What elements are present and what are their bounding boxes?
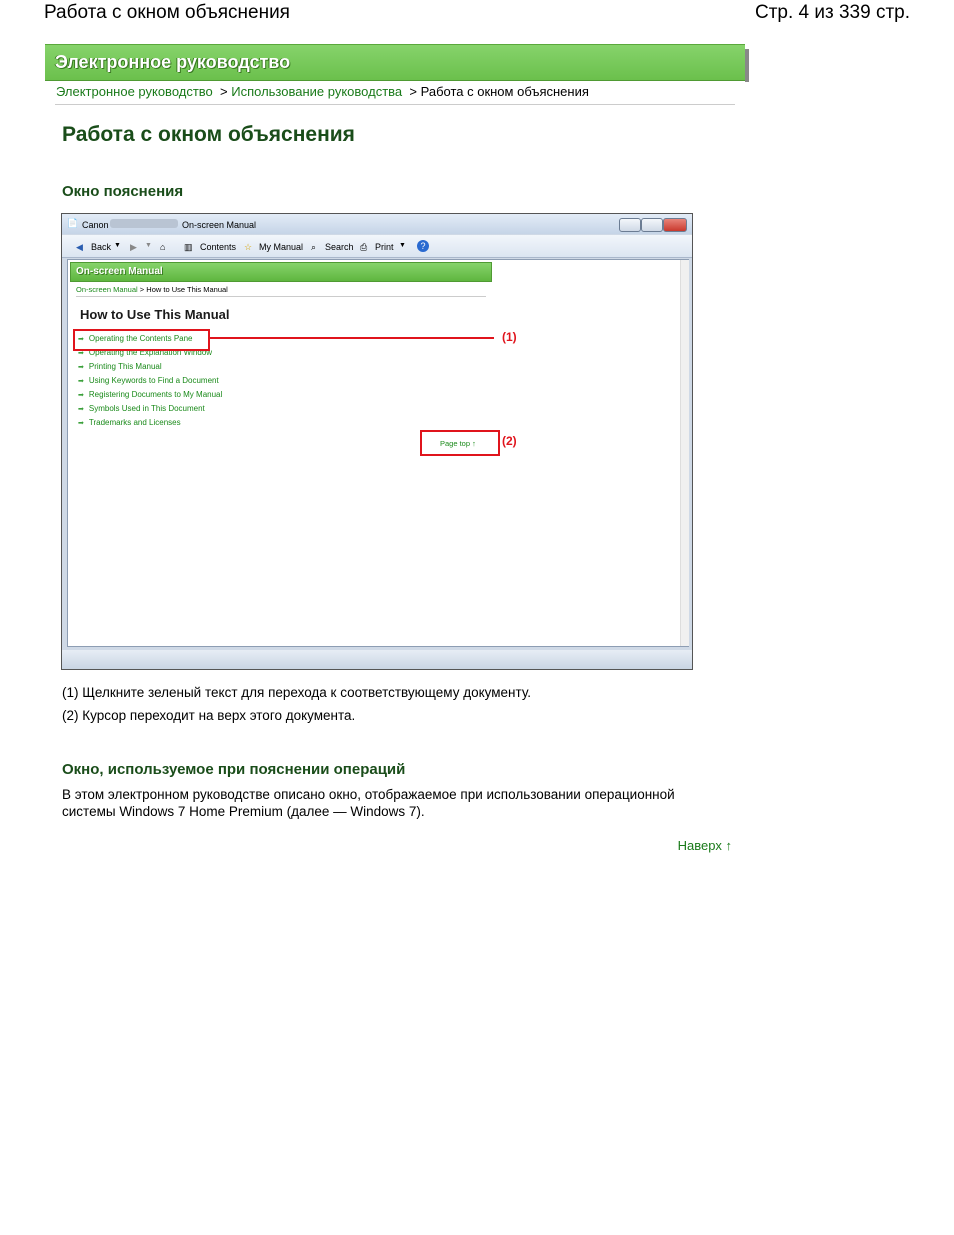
- screenshot-content-pane: [67, 259, 689, 647]
- callout-label-1: (1): [502, 330, 517, 344]
- home-icon: ⌂: [160, 242, 166, 252]
- toolbar-search: Search: [325, 242, 354, 252]
- chevron-down-icon: ▼: [399, 242, 406, 249]
- manual-banner: [45, 44, 745, 81]
- arrow-up-icon: ↑: [725, 838, 732, 853]
- section-body-text: В этом электронном руководстве описано окно, отображаемое при использовании операционной системы Windows 7 Home Premium (далее — Windows 7).: [62, 787, 675, 819]
- banner-title: Электронное руководство: [55, 52, 291, 72]
- screenshot-link: ➡ Registering Documents to My Manual: [78, 390, 222, 399]
- breadcrumb-separator: >: [220, 84, 228, 99]
- forward-arrow-icon: ▶: [130, 242, 137, 252]
- screenshot-link: ➡ Operating the Explanation Window: [78, 348, 212, 357]
- print-header-page-number: Стр. 4 из 339 стр.: [754, 2, 910, 23]
- banner-shadow: [745, 49, 749, 82]
- screenshot-breadcrumb: [76, 285, 228, 294]
- back-arrow-icon: ◀: [76, 242, 83, 252]
- back-to-top-label: Наверх: [677, 838, 722, 853]
- window-title-suffix: On-screen Manual: [182, 220, 257, 230]
- callout-box-1: [73, 329, 210, 351]
- chevron-down-icon: ▼: [114, 242, 121, 249]
- callout-label-2: (2): [502, 434, 517, 448]
- contents-icon: ▥: [184, 242, 193, 252]
- screenshot-heading: How to Use This Manual: [80, 307, 230, 322]
- maximize-icon: [641, 218, 663, 232]
- screenshot-statusbar: [62, 650, 692, 669]
- screenshot-link: ➡ Using Keywords to Find a Document: [78, 376, 219, 385]
- screenshot-breadcrumb-separator: >: [139, 285, 145, 294]
- screenshot-banner-title: On-screen Manual: [76, 266, 163, 277]
- screenshot-banner: [70, 262, 492, 282]
- toolbar-print: Print: [375, 242, 394, 252]
- note-1: (1) Щелкните зеленый текст для перехода к соответствующему документу.: [62, 685, 531, 700]
- breadcrumb: [56, 84, 589, 99]
- screenshot-toolbar: [62, 235, 692, 258]
- chevron-down-icon: ▼: [145, 242, 152, 249]
- screenshot-link: ➡ Symbols Used in This Document: [78, 404, 205, 413]
- minimize-icon: [619, 218, 641, 232]
- printer-icon: ⎙: [360, 242, 368, 252]
- window-title-redacted: [110, 219, 178, 228]
- screenshot-link: ➡ Trademarks and Licenses: [78, 418, 181, 427]
- star-icon: ☆: [244, 242, 253, 252]
- arrow-up-icon: ↑: [472, 439, 476, 448]
- toolbar-back: Back: [91, 242, 112, 252]
- screenshot-breadcrumb-current: How to Use This Manual: [146, 285, 228, 294]
- screenshot-page-top-link: [440, 439, 476, 448]
- screenshot-scrollbar: [680, 260, 689, 646]
- screenshot-breadcrumb-divider: [76, 296, 486, 297]
- search-icon: ⌕: [311, 242, 317, 252]
- toolbar-contents: Contents: [200, 242, 237, 252]
- screenshot-breadcrumb-home: On-screen Manual: [76, 285, 138, 294]
- print-header-title: Работа с окном объяснения: [44, 2, 290, 23]
- breadcrumb-home-link[interactable]: Электронное руководство: [56, 84, 213, 99]
- toolbar-my-manual: My Manual: [259, 242, 304, 252]
- screenshot-page-top-label: Page top: [440, 439, 471, 448]
- back-to-top-link[interactable]: [678, 838, 732, 853]
- breadcrumb-divider: [55, 104, 735, 105]
- section-heading-explanation-window: Окно пояснения: [62, 183, 184, 200]
- help-icon: ?: [417, 240, 429, 252]
- page-title: Работа с окном объяснения: [62, 123, 355, 146]
- screenshot-link: ➡ Printing This Manual: [78, 362, 162, 371]
- callout-line-1: [209, 337, 494, 339]
- window-app-icon: 📄: [67, 218, 79, 228]
- section-heading-operations-window: Окно, используемое при пояснении операций: [62, 761, 406, 778]
- breadcrumb-section-link[interactable]: Использование руководства: [231, 84, 403, 99]
- close-icon: [663, 218, 687, 232]
- breadcrumb-separator: >: [409, 84, 417, 99]
- example-screenshot: [61, 213, 693, 670]
- note-2: (2) Курсор переходит на верх этого документа.: [62, 708, 356, 723]
- screenshot-window-titlebar: [62, 214, 692, 234]
- breadcrumb-current: Работа с окном объяснения: [420, 84, 589, 99]
- window-title-prefix: Canon: [82, 220, 109, 230]
- screenshot-link: ➡ Operating the Contents Pane: [78, 334, 193, 343]
